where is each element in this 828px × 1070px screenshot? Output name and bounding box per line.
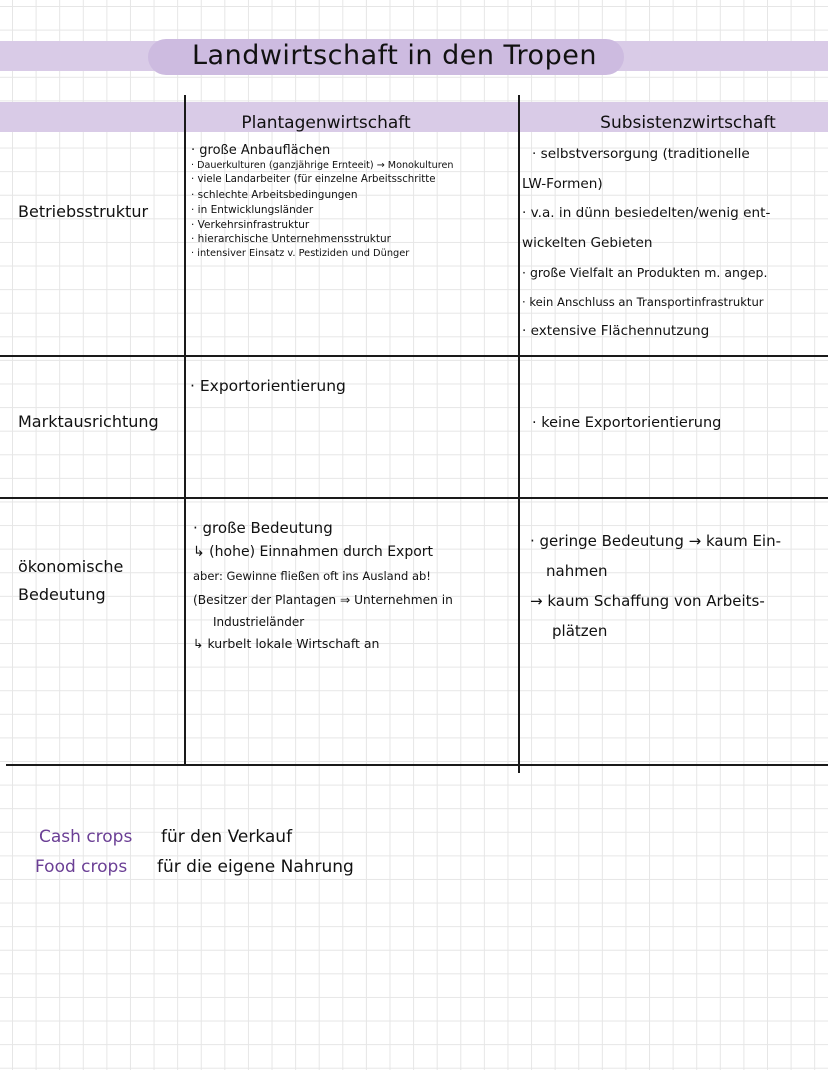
list-item: · selbstversorgung (traditionelle (532, 146, 750, 162)
legend-term: Cash crops (39, 827, 133, 847)
list-item: · große Vielfalt an Produkten m. angep. (522, 265, 768, 280)
cell-marktausrichtung-plantation (190, 372, 346, 401)
row-label-betriebsstruktur (18, 198, 148, 226)
row-label-text: Bedeutung (18, 585, 106, 604)
list-item: · kein Anschluss an Transportinfrastruktur (522, 294, 764, 309)
list-item: · Verkehrsinfrastruktur (191, 218, 310, 231)
list-item: ↳ (hohe) Einnahmen durch Export (193, 544, 434, 560)
list-item: aber: Gewinne fließen oft ins Ausland ab! (193, 569, 431, 583)
list-item: · intensiver Einsatz v. Pestiziden und Dünger (191, 247, 410, 259)
column-header-subsistence: Subsistenzwirtschaft (600, 113, 776, 133)
list-item: · geringe Bedeutung → kaum Ein- (530, 532, 782, 550)
list-item: · hierarchische Unternehmensstruktur (191, 233, 391, 246)
list-item: · große Bedeutung (193, 519, 333, 537)
row-divider-2 (0, 497, 828, 499)
list-item: nahmen (546, 562, 608, 580)
list-item: · v.a. in dünn besiedelten/wenig ent- (522, 205, 771, 221)
row-label-oekonomische-bedeutung (18, 553, 123, 609)
cell-bedeutung-plantation (193, 516, 453, 656)
cell-betriebsstruktur-plantation (191, 144, 513, 262)
row-label-marktausrichtung (18, 408, 159, 436)
list-item: ↳ kurbelt lokale Wirtschaft an (193, 636, 380, 651)
list-item: LW-Formen) (522, 175, 603, 192)
row-divider-1 (0, 355, 828, 357)
row-label-text: Marktausrichtung (18, 412, 159, 431)
list-item: · schlechte Arbeitsbedingungen (191, 189, 358, 202)
list-item: · keine Exportorientierung (532, 415, 722, 431)
column-header-plantation: Plantagenwirtschaft (241, 113, 411, 133)
list-item: (Besitzer der Plantagen ⇒ Unternehmen in (193, 593, 453, 607)
legend (35, 822, 354, 882)
list-item: plätzen (552, 622, 608, 640)
row-label-text: Betriebsstruktur (18, 202, 149, 221)
legend-definition: für den Verkauf (161, 827, 293, 847)
legend-item (39, 822, 354, 852)
cell-betriebsstruktur-subsistence (522, 140, 826, 347)
legend-definition: für die eigene Nahrung (157, 857, 354, 877)
column-divider-right (518, 95, 520, 773)
page-title: Landwirtschaft in den Tropen (192, 40, 597, 71)
list-item: Industrieländer (213, 615, 305, 629)
list-item: · Exportorientierung (190, 377, 346, 395)
list-item: wickelten Gebieten (522, 234, 653, 251)
list-item: · große Anbauflächen (191, 143, 331, 158)
list-item: → kaum Schaffung von Arbeits- (530, 592, 765, 610)
list-item: · viele Landarbeiter (für einzelne Arbeitsschritte (191, 174, 436, 186)
row-divider-bottom (6, 764, 828, 766)
column-divider-left (184, 95, 186, 765)
row-label-text: ökonomische (18, 557, 124, 576)
list-item: · extensive Flächennutzung (522, 323, 710, 339)
legend-term: Food crops (35, 857, 128, 877)
legend-item (35, 852, 354, 882)
cell-marktausrichtung-subsistence (532, 409, 721, 438)
cell-bedeutung-subsistence (530, 526, 781, 646)
list-item: · in Entwicklungsländer (191, 203, 314, 216)
list-item: · Dauerkulturen (ganzjährige Ernteeit) → Monokulturen (191, 159, 454, 171)
